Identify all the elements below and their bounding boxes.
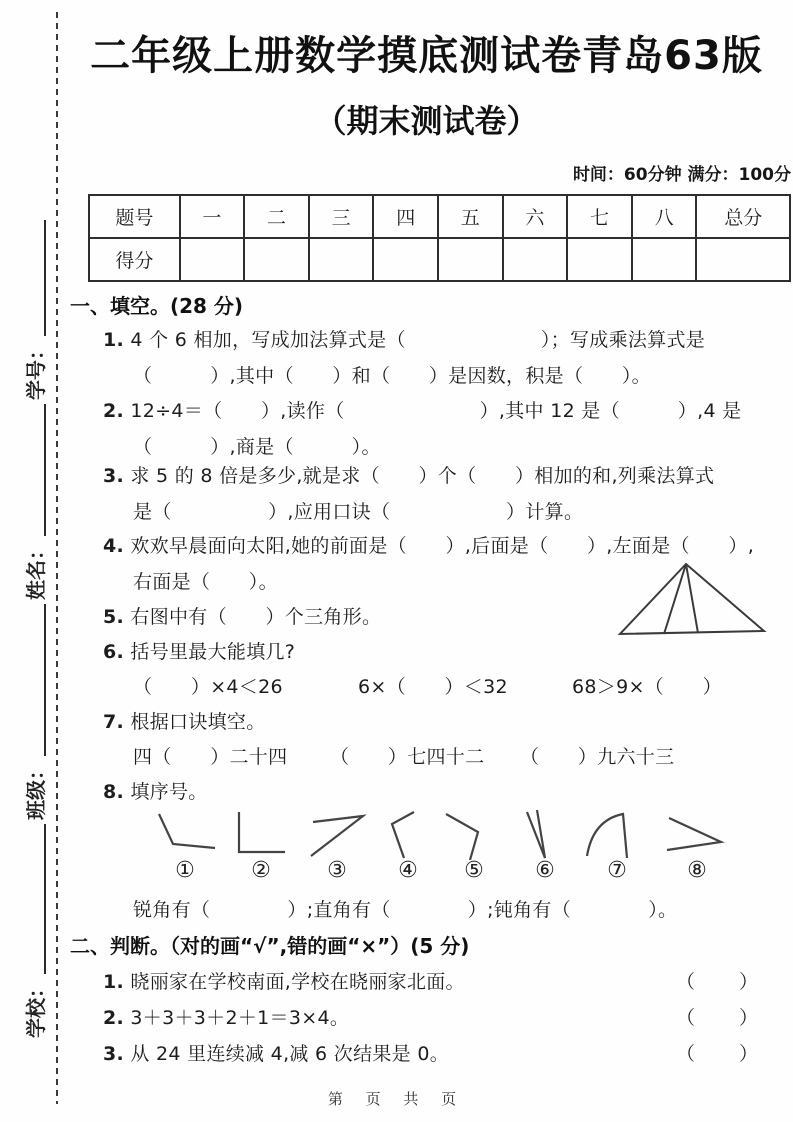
q6-item1: （ ）×4＜26 — [133, 676, 283, 698]
circled-number-4: ④ — [398, 858, 418, 883]
paper-title: 二年级上册数学摸底测试卷青岛63版 — [90, 33, 763, 79]
q7-line1 — [103, 707, 266, 734]
q7-item2: （ ）七四十二 — [330, 746, 485, 768]
score-cell-empty — [632, 238, 697, 281]
name-write-line — [23, 404, 46, 536]
angle-figure-4 — [370, 808, 446, 860]
q4-line1 — [103, 531, 754, 558]
score-header-cell: 六 — [503, 195, 568, 238]
angle-figure-6 — [507, 808, 583, 860]
score-cell-empty — [180, 238, 245, 281]
circled-number-1: ① — [175, 858, 195, 883]
q2-line2: （ ）,商是（ ）。 — [133, 436, 381, 458]
q7-item1: 四（ ）二十四 — [133, 746, 288, 768]
score-header-cell: 题号 — [89, 195, 180, 238]
judge-item-1 — [103, 967, 465, 994]
q6-item3: 68＞9×（ ） — [572, 676, 722, 698]
judge-item-2 — [103, 1003, 349, 1030]
circled-number-7: ⑦ — [607, 858, 627, 883]
score-header-cell: 五 — [438, 195, 503, 238]
name-label: 姓名： — [23, 540, 48, 600]
q3-number: 3. — [103, 465, 125, 487]
q5-line1 — [103, 602, 381, 629]
q6-number: 6. — [103, 641, 125, 663]
student-info-strip — [16, 82, 52, 1042]
q8-text1: 填序号。 — [130, 781, 208, 803]
judge-3-answer-bracket: （ ） — [676, 1043, 761, 1065]
q1-line1 — [103, 325, 705, 352]
q1-text1: 4 个 6 相加，写成加法算式是（ ）；写成乘法算式是 — [130, 329, 706, 351]
fold-dashed-line — [56, 12, 58, 1104]
q8-line1 — [103, 777, 208, 804]
q1-line2: （ ）,其中（ ）和（ ）是因数，积是（ ）。 — [133, 365, 651, 387]
judge-2-answer-bracket: （ ） — [676, 1007, 761, 1029]
judge-2-text: 3＋3＋3＋2＋1＝3×4。 — [130, 1007, 350, 1029]
judge-2-number: 2. — [103, 1007, 125, 1029]
score-header-cell: 二 — [244, 195, 309, 238]
judge-1-text: 晓丽家在学校南面,学校在晓丽家北面。 — [130, 971, 465, 993]
angle-figure-3 — [299, 808, 375, 860]
score-header-cell: 四 — [373, 195, 438, 238]
circled-number-5: ⑤ — [464, 858, 484, 883]
judge-1-number: 1. — [103, 971, 125, 993]
circled-number-8: ⑧ — [687, 858, 707, 883]
section1-heading: 一、填空。(28 分) — [70, 294, 244, 318]
q2-line1 — [103, 396, 741, 423]
judge-3-number: 3. — [103, 1043, 125, 1065]
angle-figure-7 — [579, 808, 655, 860]
q4-line2: 右面是（ ）。 — [133, 571, 278, 593]
score-table-header-row — [89, 195, 790, 238]
score-row-label: 得分 — [89, 238, 180, 281]
q7-text1: 根据口诀填空。 — [130, 711, 266, 733]
q3-text1: 求 5 的 8 倍是多少,就是求（ ）个（ ）相加的和,列乘法算式 — [130, 465, 715, 487]
q3-line1 — [103, 461, 714, 488]
student-id-label: 学号： — [23, 340, 48, 400]
section2-heading: 二、判断。（对的画“√”,错的画“×”）(5 分) — [70, 934, 470, 958]
q6-line1 — [103, 637, 295, 664]
school-write-line — [23, 824, 46, 974]
q5-number: 5. — [103, 606, 125, 628]
angle-figure-2 — [223, 808, 299, 860]
q6-text1: 括号里最大能填几? — [130, 641, 296, 663]
judge-item-3 — [103, 1039, 449, 1066]
page-footer: 第 页 共 页 — [327, 1090, 466, 1108]
student-id-write-line — [23, 220, 46, 336]
score-cell-empty — [373, 238, 438, 281]
score-table — [88, 194, 791, 282]
triangle-figure — [616, 560, 768, 640]
score-cell-empty — [309, 238, 374, 281]
circled-number-6: ⑥ — [535, 858, 555, 883]
q7-number: 7. — [103, 711, 125, 733]
q4-text1: 欢欢早晨面向太阳,她的前面是（ ）,后面是（ ）,左面是（ ）, — [130, 535, 755, 557]
score-header-cell: 三 — [309, 195, 374, 238]
score-cell-empty — [696, 238, 790, 281]
circled-number-2: ② — [251, 858, 271, 883]
q5-text1: 右图中有（ ）个三角形。 — [130, 606, 382, 628]
q3-line2: 是（ ）,应用口诀（ ）计算。 — [133, 501, 584, 523]
q2-text1: 12÷4＝（ ）,读作（ ）,其中 12 是（ ）,4 是 — [130, 400, 742, 422]
angle-figure-1 — [147, 808, 223, 860]
q7-item3: （ ）九六十三 — [520, 746, 675, 768]
q4-number: 4. — [103, 535, 125, 557]
score-header-cell: 总分 — [696, 195, 790, 238]
angle-figure-8 — [659, 808, 735, 860]
school-label: 学校： — [23, 978, 48, 1038]
score-header-cell: 七 — [567, 195, 632, 238]
paper-subtitle: （期末测试卷） — [314, 102, 539, 140]
score-cell-empty — [244, 238, 309, 281]
score-cell-empty — [567, 238, 632, 281]
score-cell-empty — [503, 238, 568, 281]
q8-number: 8. — [103, 781, 125, 803]
angle-figure-5 — [436, 808, 512, 860]
score-table-score-row — [89, 238, 790, 281]
q2-number: 2. — [103, 400, 125, 422]
judge-1-answer-bracket: （ ） — [676, 971, 761, 993]
score-cell-empty — [438, 238, 503, 281]
class-write-line — [23, 604, 46, 756]
q6-item2: 6×（ ）＜32 — [358, 676, 508, 698]
score-header-cell: 八 — [632, 195, 697, 238]
judge-3-text: 从 24 里连续减 4,减 6 次结果是 0。 — [130, 1043, 450, 1065]
time-score-meta: 时间：60分钟 满分：100分 — [572, 165, 791, 185]
class-label: 班级： — [23, 760, 48, 820]
q1-number: 1. — [103, 329, 125, 351]
score-header-cell: 一 — [180, 195, 245, 238]
q8-answer-line: 锐角有（ ）;直角有（ ）;钝角有（ ）。 — [133, 899, 678, 921]
circled-number-3: ③ — [327, 858, 347, 883]
